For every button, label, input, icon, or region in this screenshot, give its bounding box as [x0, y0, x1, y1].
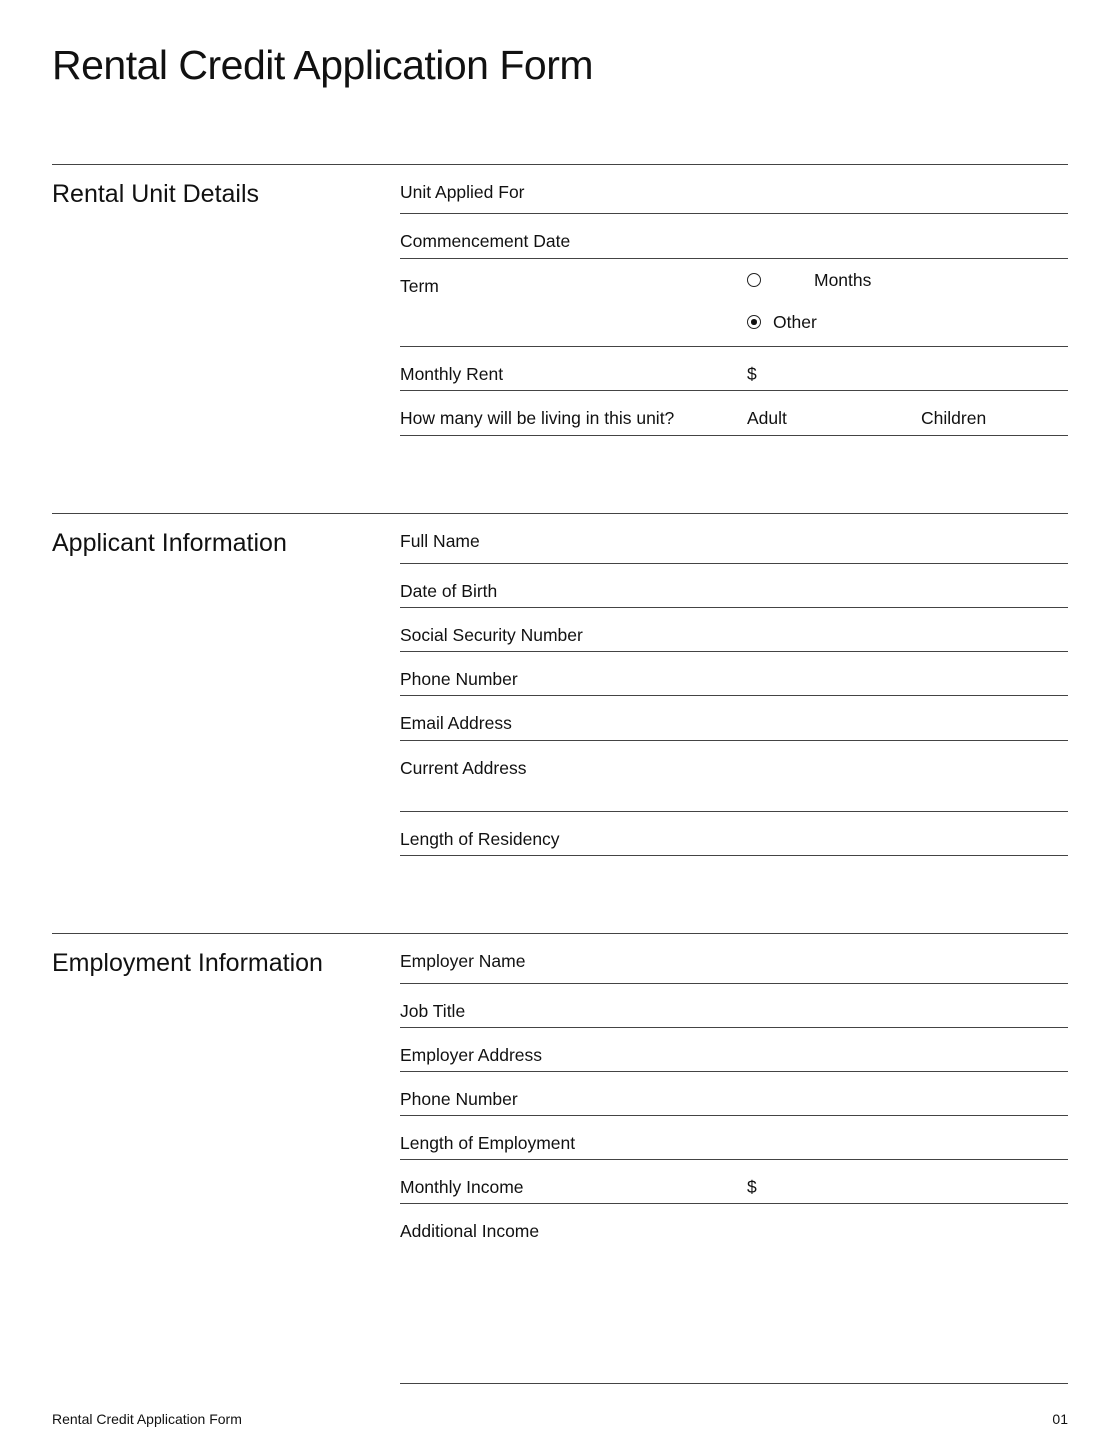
- page-number: 01: [1052, 1411, 1068, 1427]
- section-heading: Applicant Information: [52, 529, 287, 557]
- field-input-line[interactable]: [400, 1159, 1068, 1160]
- field-label-date-of-birth: Date of Birth: [400, 581, 498, 601]
- field-input-line[interactable]: [400, 651, 1068, 652]
- field-label-monthly-rent: Monthly Rent: [400, 364, 504, 384]
- field-label-email-address: Email Address: [400, 713, 512, 733]
- field-input-line[interactable]: [400, 740, 1068, 741]
- currency-prefix: $: [747, 364, 757, 384]
- field-label-length-of-employment: Length of Employment: [400, 1133, 576, 1153]
- field-label-phone-number: Phone Number: [400, 669, 518, 689]
- field-input-line[interactable]: [400, 983, 1068, 984]
- field-input-line[interactable]: [400, 390, 1068, 391]
- field-input-line[interactable]: [400, 213, 1068, 214]
- currency-prefix: $: [747, 1177, 757, 1197]
- field-input-line[interactable]: [400, 563, 1068, 564]
- section-heading: Employment Information: [52, 949, 323, 977]
- field-input-line[interactable]: [400, 1383, 1068, 1384]
- field-label-commencement-date: Commencement Date: [400, 231, 571, 251]
- field-input-line[interactable]: [400, 258, 1068, 259]
- radio-months[interactable]: [747, 273, 761, 287]
- field-label-how-many-will-be-living-in-this-unit: How many will be living in this unit?: [400, 408, 675, 428]
- field-label-full-name: Full Name: [400, 531, 480, 551]
- field-label-additional-income: Additional Income: [400, 1221, 540, 1241]
- field-label-term: Term: [400, 276, 439, 296]
- field-label-unit-applied-for: Unit Applied For: [400, 182, 525, 202]
- field-label-current-address: Current Address: [400, 758, 527, 778]
- field-label-social-security-number: Social Security Number: [400, 625, 583, 645]
- radio-label-other[interactable]: Other: [773, 312, 817, 332]
- field-input-line[interactable]: [400, 1027, 1068, 1028]
- field-input-line[interactable]: [400, 811, 1068, 812]
- field-input-line[interactable]: [400, 1115, 1068, 1116]
- section-divider: [52, 933, 1068, 934]
- field-input-line[interactable]: [400, 1071, 1068, 1072]
- footer-title: Rental Credit Application Form: [52, 1411, 242, 1427]
- field-label-phone-number: Phone Number: [400, 1089, 518, 1109]
- radio-label-months[interactable]: Months: [814, 270, 872, 290]
- field-input-line[interactable]: [400, 855, 1068, 856]
- field-label-job-title: Job Title: [400, 1001, 466, 1021]
- section-heading: Rental Unit Details: [52, 180, 260, 208]
- sub-label-children: Children: [921, 408, 987, 428]
- field-input-line[interactable]: [400, 346, 1068, 347]
- page-title: Rental Credit Application Form: [52, 42, 594, 88]
- field-label-employer-address: Employer Address: [400, 1045, 543, 1065]
- field-label-monthly-income: Monthly Income: [400, 1177, 524, 1197]
- field-label-length-of-residency: Length of Residency: [400, 829, 560, 849]
- field-input-line[interactable]: [400, 435, 1068, 436]
- section-divider: [52, 513, 1068, 514]
- field-input-line[interactable]: [400, 607, 1068, 608]
- sub-label-adult: Adult: [747, 408, 787, 428]
- field-input-line[interactable]: [400, 695, 1068, 696]
- field-input-line[interactable]: [400, 1203, 1068, 1204]
- field-label-employer-name: Employer Name: [400, 951, 526, 971]
- section-divider: [52, 164, 1068, 165]
- radio-other[interactable]: [747, 315, 761, 329]
